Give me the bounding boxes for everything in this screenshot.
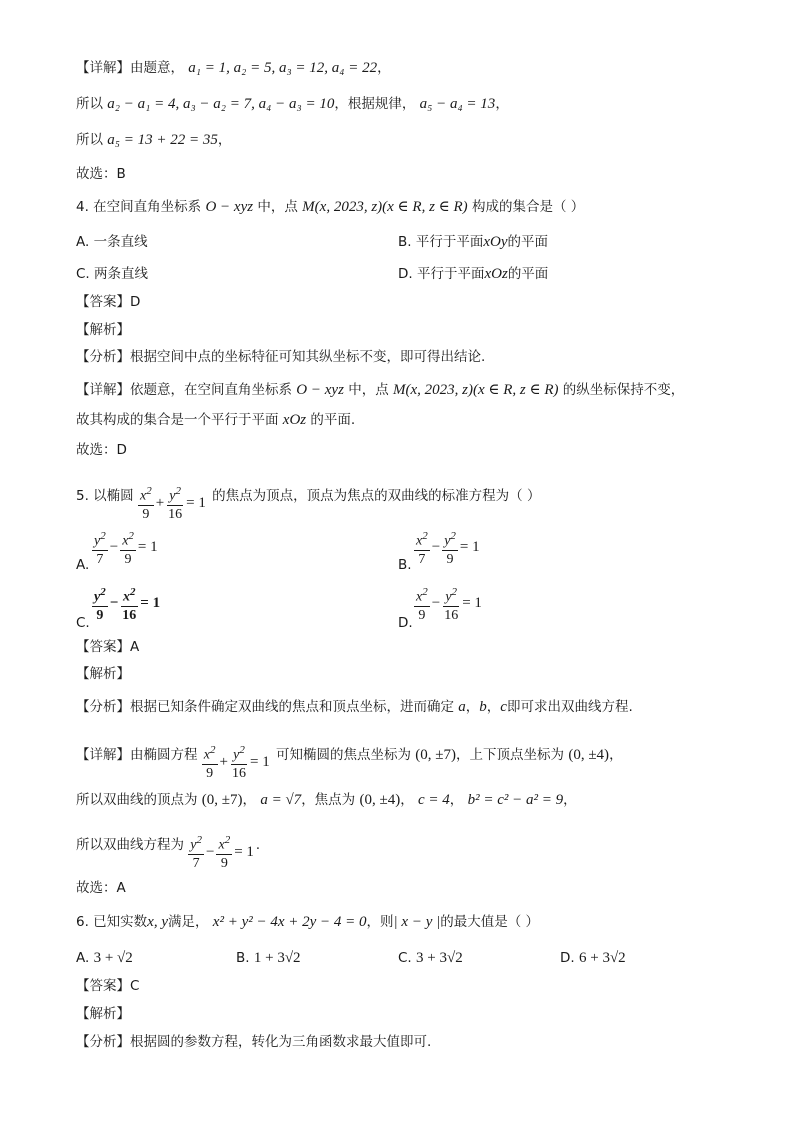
plane-math: xOz bbox=[282, 412, 307, 428]
text: 6. 已知实数 bbox=[76, 914, 148, 930]
text: 所以 bbox=[76, 132, 103, 148]
coordinate-system-math: O − xyz bbox=[296, 382, 344, 398]
q4-fenxi bbox=[76, 347, 485, 367]
q6-option-b bbox=[236, 948, 301, 968]
q5-option-c-label: C. bbox=[76, 615, 90, 631]
vertex-coord: (0, ±7) bbox=[201, 792, 243, 808]
text: B. 平行于平面 bbox=[398, 234, 484, 250]
text: 故其构成的集合是一个平行于平面 bbox=[76, 412, 279, 428]
option-label: C. bbox=[398, 950, 412, 966]
text: ，则 bbox=[366, 914, 394, 930]
option-label: B. bbox=[236, 950, 250, 966]
q5-stem bbox=[76, 478, 540, 523]
q3-detail-line-3: 所以 a₅ = 13 + 22 = 35， bbox=[76, 132, 232, 148]
var-b: b bbox=[479, 699, 487, 715]
q4-answer bbox=[76, 292, 140, 312]
option-value: 3 + √2 bbox=[93, 950, 133, 966]
detail-tag: 【详解】 bbox=[76, 382, 130, 398]
q5-analysis-tag: 【解析】 bbox=[76, 666, 130, 682]
sequence-values: a₁ = 1, a₂ = 5, a₃ = 12, a₄ = 22 bbox=[188, 60, 378, 76]
text: 的平面 bbox=[507, 234, 549, 250]
q4-option-a: A. 一条直线 bbox=[76, 234, 148, 250]
q5-option-a-label: A. bbox=[76, 557, 90, 573]
q6-option-a bbox=[76, 948, 133, 968]
text: ，上下顶点坐标为 bbox=[456, 747, 565, 763]
text: 所以双曲线方程为 bbox=[76, 837, 184, 853]
text: 由椭圆方程 bbox=[130, 747, 198, 763]
option-value: 1 + 3√2 bbox=[253, 950, 301, 966]
c-value: c = 4 bbox=[418, 792, 450, 808]
text: 中，点 bbox=[348, 382, 389, 398]
option-value: 6 + 3√2 bbox=[578, 950, 626, 966]
q5-detail-line-2: 所以双曲线的顶点为 (0, ±7)， a = √7，焦点为 (0, ±4)， c = 4， b² = c² − a² = 9， bbox=[76, 792, 577, 808]
q5-option-d-label: D. bbox=[398, 615, 413, 631]
ellipse-equation: $\frac{x^2}{9}$ + $\frac{y^2}{16}$ = 1 bbox=[139, 485, 206, 522]
text: 的纵坐标保持不变， bbox=[562, 382, 685, 398]
focus-coord: (0, ±4) bbox=[359, 792, 401, 808]
q4-detail-line-2 bbox=[76, 410, 355, 430]
q4-analysis-tag: 【解析】 bbox=[76, 322, 130, 338]
text: ，焦点为 bbox=[301, 792, 356, 808]
text: 满足， bbox=[168, 914, 209, 930]
vertex-coord: (0, ±4) bbox=[568, 747, 610, 763]
differences-math: a₂ − a₁ = 4, a₃ − a₂ = 7, a₄ − a₃ = 10 bbox=[107, 96, 335, 112]
q3-choose: 故选：B bbox=[76, 166, 126, 182]
hyperbola-equation: $\frac{y^2}{7}$ − $\frac{x^2}{9}$ = 1 bbox=[190, 834, 254, 871]
q6-option-c bbox=[398, 948, 463, 968]
q5-option-b-label: B. bbox=[398, 557, 412, 573]
q4-option-c: C. 两条直线 bbox=[76, 266, 149, 282]
plane-math: xOz bbox=[484, 266, 508, 282]
fenxi-text: 根据已知条件确定双曲线的焦点和顶点坐标，进而确定 bbox=[130, 699, 454, 715]
answer-value: D bbox=[130, 294, 141, 310]
text: D. 平行于平面 bbox=[398, 266, 485, 282]
q5-choose: 故选：A bbox=[76, 880, 126, 896]
text: 即可求出双曲线方程. bbox=[506, 699, 633, 715]
detail-tag: 【详解】 bbox=[76, 747, 130, 763]
q4-choose: 故选：D bbox=[76, 442, 127, 458]
q5-answer bbox=[76, 637, 139, 657]
option-value: 3 + 3√2 bbox=[416, 950, 463, 966]
focus-coord: (0, ±7) bbox=[415, 747, 457, 763]
text: 可知椭圆的焦点坐标为 bbox=[276, 747, 411, 763]
text: 所以双曲线的顶点为 bbox=[76, 792, 198, 808]
text: 5. 以椭圆 bbox=[76, 488, 134, 504]
q4-option-b bbox=[398, 232, 548, 252]
q5-detail-line-3: 所以双曲线方程为 $\frac{y^2}{7}$ − $\frac{x^2}{9}$ = 1 . bbox=[76, 834, 261, 871]
point-math: M(x, 2023, z)(x ∈ R, z ∈ R) bbox=[302, 199, 468, 215]
q6-option-d bbox=[560, 948, 626, 968]
abs-expression: | x − y | bbox=[393, 914, 441, 930]
answer-tag: 【答案】 bbox=[76, 639, 130, 655]
answer-tag: 【答案】 bbox=[76, 294, 130, 310]
q3-detail-line-1: 【详解】由题意， a₁ = 1, a₂ = 5, a₃ = 12, a₄ = 22， bbox=[76, 60, 391, 76]
ellipse-equation: $\frac{x^2}{9}$ + $\frac{y^2}{16}$ = 1 bbox=[203, 744, 270, 781]
var-a: a bbox=[458, 699, 466, 715]
result-math: a₅ = 13 + 22 = 35 bbox=[107, 132, 218, 148]
answer-value: A bbox=[130, 639, 140, 655]
text: 的最大值是（ ） bbox=[440, 914, 540, 930]
text: 构成的集合是（ ） bbox=[471, 199, 585, 215]
coordinate-system-math: O − xyz bbox=[205, 199, 254, 215]
option-label: D. bbox=[560, 950, 575, 966]
q5-option-c-equation: $\frac{y^2}{9}$ − $\frac{x^2}{16}$ = 1 bbox=[94, 586, 161, 623]
answer-tag: 【答案】 bbox=[76, 978, 130, 994]
q3-detail-line-2: 所以 a₂ − a₁ = 4, a₃ − a₂ = 7, a₄ − a₃ = 10，根据规律， a₅ − a₄ = 13， bbox=[76, 96, 509, 112]
fenxi-text: 根据空间中点的坐标特征可知其纵坐标不变，即可得出结论. bbox=[130, 349, 486, 365]
q6-answer bbox=[76, 976, 139, 996]
text: 依题意，在空间直角坐标系 bbox=[130, 382, 292, 398]
q5-option-a-equation: $\frac{y^2}{7}$ − $\frac{x^2}{9}$ = 1 bbox=[94, 530, 158, 567]
vars-math: x, y bbox=[147, 914, 168, 930]
q4-option-d bbox=[398, 264, 548, 284]
q5-fenxi: 【分析】根据已知条件确定双曲线的焦点和顶点坐标，进而确定 a，b，c即可求出双曲线方程. bbox=[76, 699, 633, 715]
q4-stem bbox=[76, 197, 584, 217]
pattern-math: a₅ − a₄ = 13 bbox=[419, 96, 496, 112]
a-value: a = √7 bbox=[260, 792, 302, 808]
answer-value: C bbox=[130, 978, 140, 994]
fenxi-text: 根据圆的参数方程，转化为三角函数求最大值即可. bbox=[130, 1034, 432, 1050]
text: 4. 在空间直角坐标系 bbox=[76, 199, 202, 215]
text: ，根据规律， bbox=[334, 96, 416, 112]
q6-fenxi bbox=[76, 1032, 431, 1052]
q6-stem bbox=[76, 912, 539, 932]
text: 中，点 bbox=[257, 199, 298, 215]
fenxi-tag: 【分析】 bbox=[76, 1034, 130, 1050]
q6-analysis-tag: 【解析】 bbox=[76, 1006, 130, 1022]
text: 的平面. bbox=[310, 412, 356, 428]
var-c: c bbox=[500, 699, 507, 715]
detail-tag: 【详解】 bbox=[76, 60, 130, 76]
plane-math: xOy bbox=[483, 234, 508, 250]
q5-option-b-equation: $\frac{x^2}{7}$ − $\frac{y^2}{9}$ = 1 bbox=[416, 530, 480, 567]
text: 的焦点为顶点，顶点为焦点的双曲线的标准方程为（ ） bbox=[212, 488, 541, 504]
option-label: A. bbox=[76, 950, 90, 966]
q5-option-d-equation: $\frac{x^2}{9}$ − $\frac{y^2}{16}$ = 1 bbox=[416, 586, 482, 623]
text: 的平面 bbox=[507, 266, 549, 282]
fenxi-tag: 【分析】 bbox=[76, 699, 130, 715]
q5-detail-line-1 bbox=[76, 736, 623, 782]
b-squared-value: b² = c² − a² = 9 bbox=[467, 792, 564, 808]
detail-text: 由题意， bbox=[130, 60, 184, 76]
circle-equation: x² + y² − 4x + 2y − 4 = 0 bbox=[212, 914, 367, 930]
point-math: M(x, 2023, z)(x ∈ R, z ∈ R) bbox=[393, 382, 559, 398]
q4-detail-line-1 bbox=[76, 380, 684, 400]
fenxi-tag: 【分析】 bbox=[76, 349, 130, 365]
text: ， bbox=[609, 747, 623, 763]
text: 所以 bbox=[76, 96, 103, 112]
